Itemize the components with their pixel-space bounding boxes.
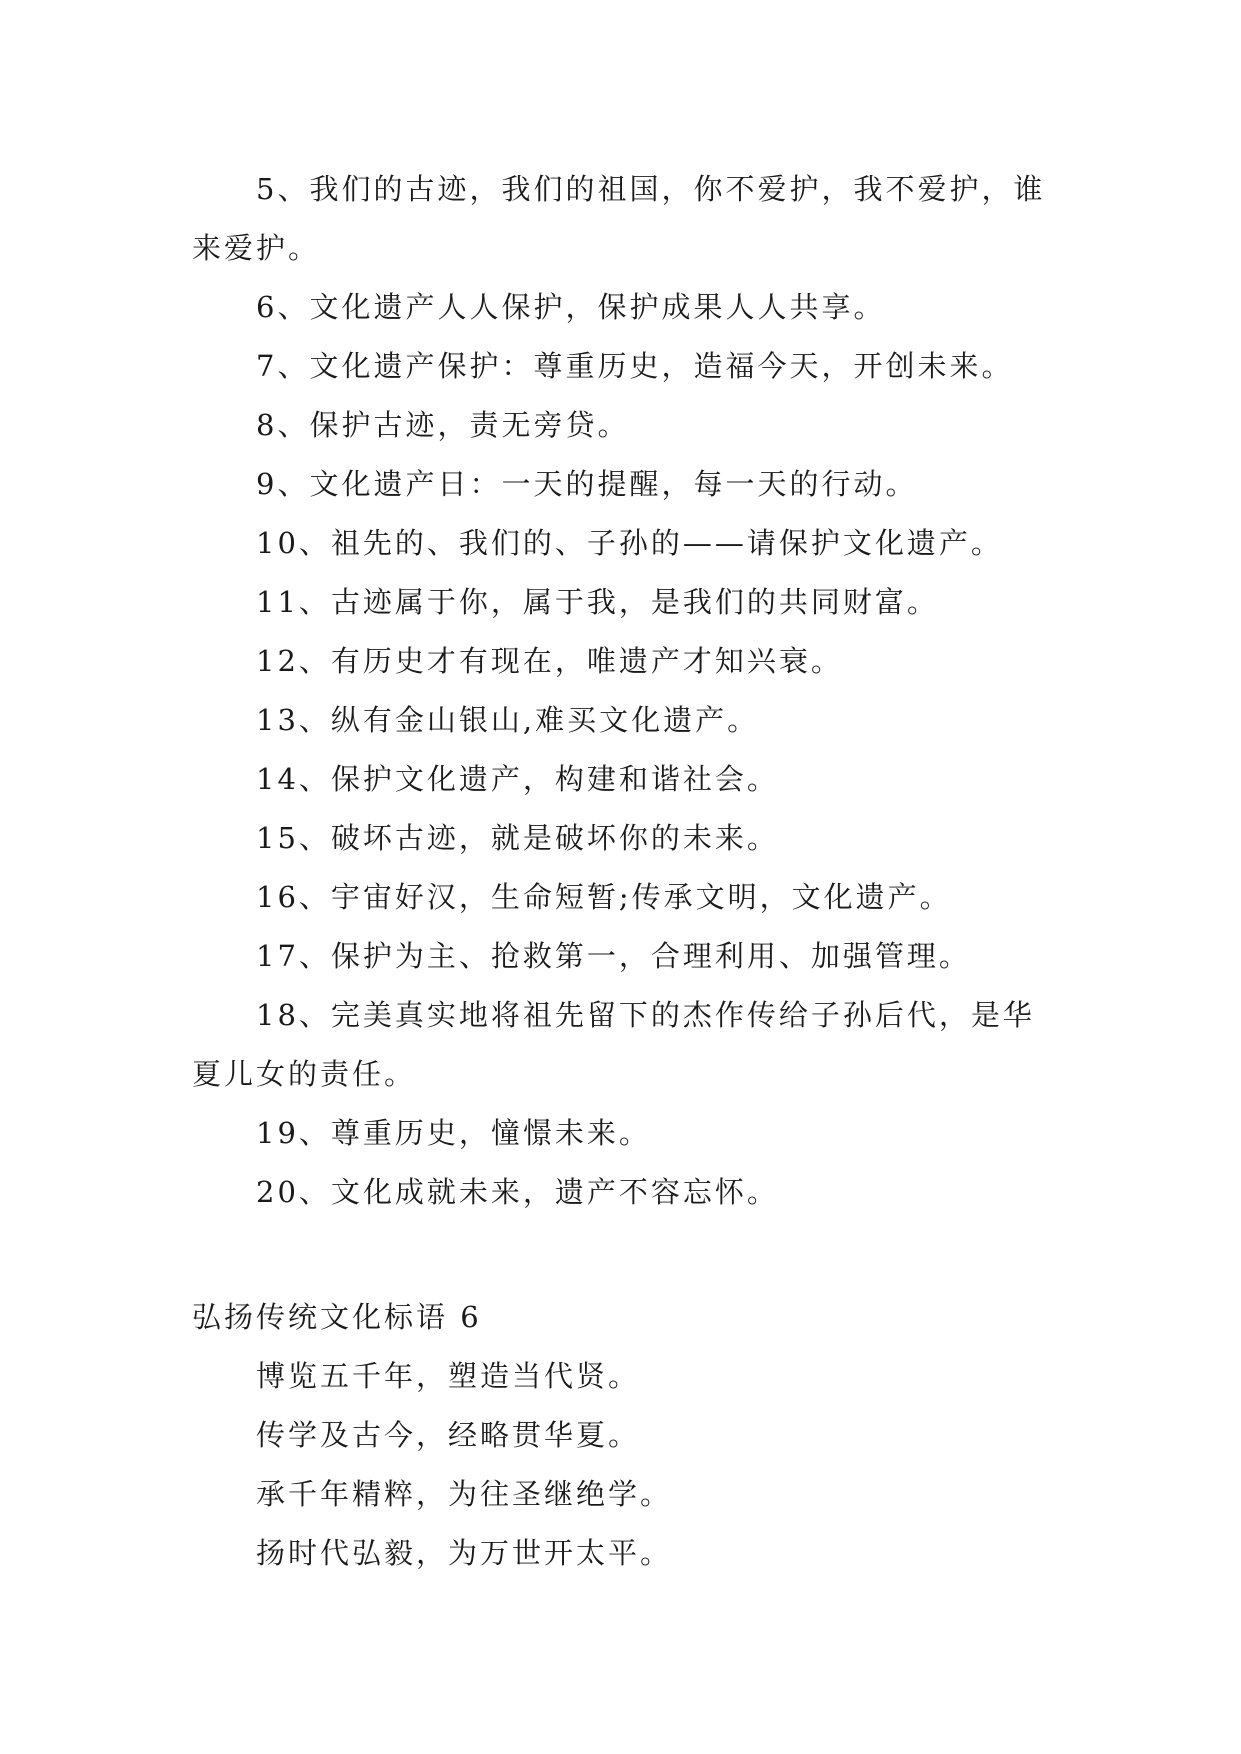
section-spacer: [192, 1222, 1062, 1288]
slogan-item: 17、保护为主、抢救第一，合理利用、加强管理。: [256, 939, 971, 973]
slogan-item: 11、古迹属于你，属于我，是我们的共同财富。: [256, 585, 939, 619]
slogan-item: 13、纵有金山银山,难买文化遗产。: [256, 703, 760, 737]
slogan-item: 10、祖先的、我们的、子孙的——请保护文化遗产。: [256, 526, 1003, 560]
section-line: 承千年精粹，为往圣继绝学。: [256, 1477, 673, 1511]
slogan-item: 12、有历史才有现在，唯遗产才知兴衰。: [256, 644, 843, 678]
section-line: 博览五千年，塑造当代贤。: [256, 1359, 641, 1393]
slogan-item: 6、文化遗产人人保护，保护成果人人共享。: [256, 290, 886, 324]
slogan-item: 9、文化遗产日：一天的提醒，每一天的行动。: [256, 467, 918, 501]
section-title: 弘扬传统文化标语 6: [192, 1300, 482, 1334]
section-line: 扬时代弘毅，为万世开太平。: [256, 1536, 673, 1570]
slogan-item: 18、完美真实地将祖先留下的杰作传给子孙后代，是华夏儿女的责任。: [192, 998, 1035, 1091]
slogan-item: 8、保护古迹，责无旁贷。: [256, 408, 630, 442]
slogan-item: 16、宇宙好汉，生命短暂;传承文明，文化遗产。: [256, 880, 952, 914]
section-line: 传学及古今，经略贯华夏。: [256, 1418, 641, 1452]
slogan-item: 15、破坏古迹，就是破坏你的未来。: [256, 821, 779, 855]
slogan-item: 5、我们的古迹，我们的祖国，你不爱护，我不爱护，谁来爱护。: [192, 172, 1046, 265]
slogan-item: 20、文化成就未来，遗产不容忘怀。: [256, 1175, 779, 1209]
document-body: [192, 160, 1062, 1583]
slogan-item: 19、尊重历史，憧憬未来。: [256, 1116, 651, 1150]
slogan-item: 14、保护文化遗产，构建和谐社会。: [256, 762, 779, 796]
slogan-item: 7、文化遗产保护：尊重历史，造福今天，开创未来。: [256, 349, 1014, 383]
